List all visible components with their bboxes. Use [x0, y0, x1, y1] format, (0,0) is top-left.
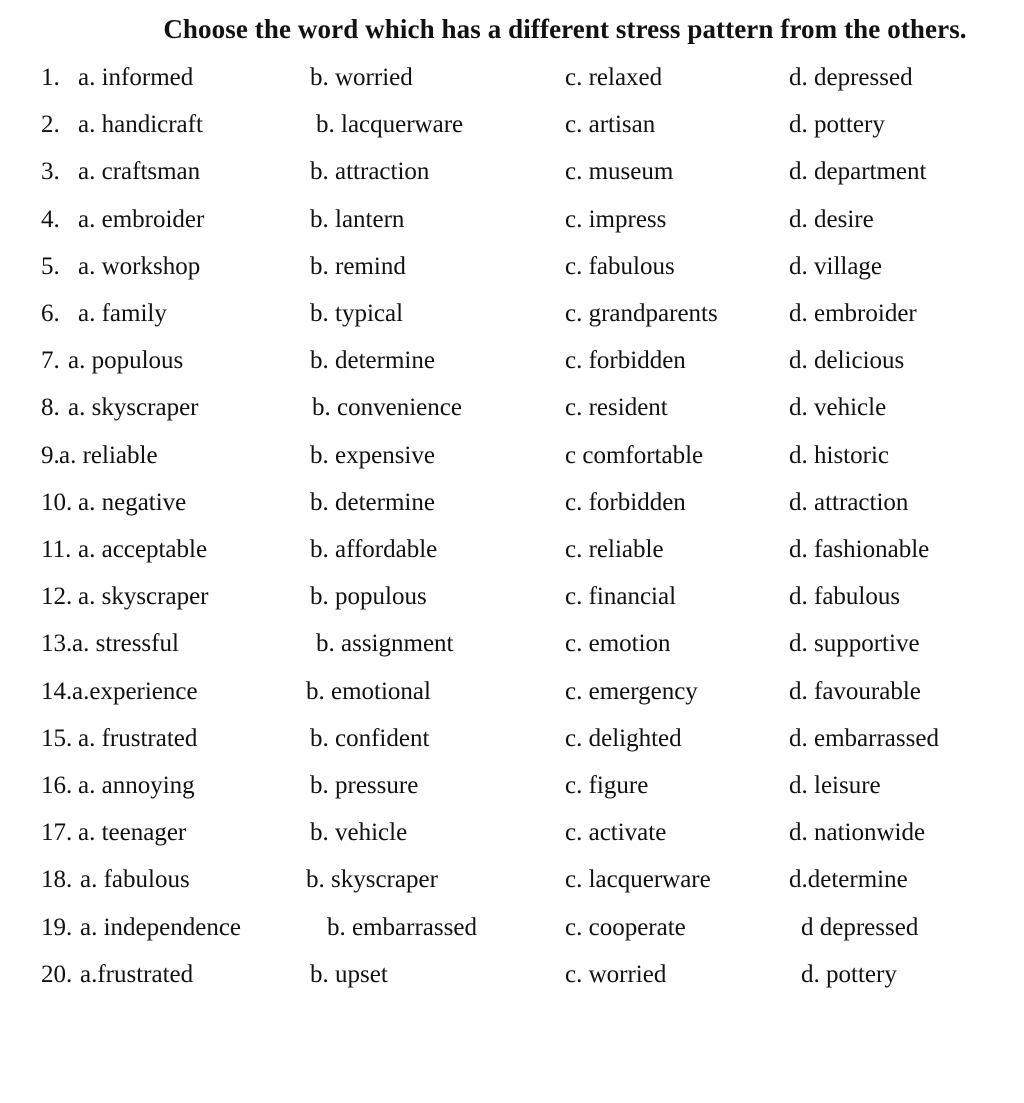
option-c: c. fabulous: [565, 252, 675, 280]
option-c: c. cooperate: [565, 913, 686, 941]
option-c: c. relaxed: [565, 64, 663, 91]
question-number: 6.: [41, 300, 60, 327]
option-c: c. emotion: [565, 630, 671, 658]
question-number: 15.: [41, 724, 73, 752]
option-b: b. confident: [310, 724, 430, 752]
question-row: [0, 819, 1024, 859]
option-a: a. handicraft: [78, 111, 203, 139]
question-row: [0, 489, 1024, 529]
question-number: 4.: [41, 205, 60, 233]
question-row: [0, 158, 1024, 198]
option-b: b. upset: [310, 960, 388, 988]
option-b: b. expensive: [310, 441, 435, 469]
question-number: 17.: [41, 819, 73, 847]
option-c: c. artisan: [565, 111, 656, 139]
option-a: a. acceptable: [78, 536, 208, 563]
option-b: b. populous: [310, 583, 427, 611]
option-c: c. grandparents: [565, 300, 718, 327]
option-d: d. pottery: [801, 960, 897, 988]
option-a: a. frustrated: [78, 724, 198, 752]
option-a: a. workshop: [78, 252, 201, 280]
option-c: c. reliable: [565, 536, 664, 563]
option-b: b. affordable: [310, 536, 438, 563]
question-number: 11.: [41, 536, 72, 563]
option-c: c. financial: [565, 583, 677, 611]
option-d: d. depressed: [789, 64, 913, 91]
option-c: c. figure: [565, 772, 649, 799]
question-row: [0, 961, 1024, 1001]
question-number: 1.: [41, 64, 60, 91]
option-a: a. independence: [80, 913, 242, 941]
option-b: b. emotional: [306, 677, 431, 705]
option-b: b. determine: [310, 347, 435, 375]
question-number: 8.: [41, 394, 60, 422]
option-d: d depressed: [801, 913, 919, 941]
option-a: a. annoying: [78, 772, 195, 799]
question-row: [0, 866, 1024, 906]
question-row: [0, 536, 1024, 576]
option-c: c. worried: [565, 960, 667, 988]
option-a: a. teenager: [78, 819, 187, 847]
question-row: [0, 64, 1024, 104]
exercise-title: Choose the word which has a different stress pattern from the others.: [163, 14, 967, 44]
option-d: d. delicious: [789, 347, 905, 375]
option-c: c. museum: [565, 158, 674, 186]
option-b: b. convenience: [312, 394, 462, 422]
option-d: d. pottery: [789, 111, 885, 139]
option-d: d. fashionable: [789, 536, 930, 563]
option-b: b. vehicle: [310, 819, 408, 847]
option-d: d. leisure: [789, 772, 881, 799]
question-number: 2.: [41, 111, 60, 139]
question-row: [0, 630, 1024, 670]
question-number: 3.: [41, 158, 60, 186]
option-a: a. informed: [78, 64, 194, 91]
option-c: c. delighted: [565, 724, 682, 752]
question-number: 16.: [41, 772, 73, 799]
question-number: 18.: [41, 866, 73, 894]
option-b: b. pressure: [310, 772, 419, 799]
option-b: b. assignment: [316, 630, 454, 658]
option-b: b. skyscraper: [306, 866, 438, 894]
question-row: [0, 678, 1024, 718]
option-a: a. stressful: [72, 630, 179, 658]
option-b: b. attraction: [310, 158, 430, 186]
question-row: [0, 583, 1024, 623]
option-d: d.determine: [789, 866, 908, 894]
option-d: d. historic: [789, 441, 889, 469]
question-row: [0, 914, 1024, 954]
option-c: c. impress: [565, 205, 667, 233]
question-row: [0, 253, 1024, 293]
question-number: 10.: [41, 488, 73, 516]
option-a: a. skyscraper: [78, 583, 209, 611]
question-row: [0, 206, 1024, 246]
option-a: a. reliable: [59, 441, 158, 469]
option-d: d. nationwide: [789, 819, 926, 847]
option-d: d. village: [789, 252, 883, 280]
question-number: 12.: [41, 583, 73, 611]
option-d: d. desire: [789, 205, 874, 233]
question-row: [0, 111, 1024, 151]
option-a: a. negative: [78, 488, 187, 516]
option-b: b. typical: [310, 300, 404, 327]
option-c: c. resident: [565, 394, 668, 422]
question-row: [0, 725, 1024, 765]
question-number: 13.: [41, 630, 73, 658]
option-c: c. forbidden: [565, 488, 686, 516]
option-c: c. activate: [565, 819, 667, 847]
option-a: a. populous: [68, 347, 184, 375]
option-d: d. supportive: [789, 630, 920, 658]
question-number: 20.: [41, 960, 73, 988]
question-row: [0, 347, 1024, 387]
option-d: d. vehicle: [789, 394, 887, 422]
option-c: c. lacquerware: [565, 866, 711, 894]
question-row: [0, 300, 1024, 340]
question-number: 5.: [41, 252, 60, 280]
option-d: d. department: [789, 158, 927, 186]
option-b: b. lacquerware: [316, 111, 464, 139]
option-a: a.frustrated: [80, 960, 194, 988]
option-a: a. fabulous: [80, 866, 190, 894]
question-number: 7.: [41, 347, 60, 375]
option-c: c comfortable: [565, 441, 704, 469]
option-a: a. family: [78, 300, 167, 327]
option-c: c. forbidden: [565, 347, 686, 375]
option-b: b. determine: [310, 488, 435, 516]
question-number: 9.: [41, 441, 60, 469]
question-number: 14.: [41, 677, 73, 705]
option-d: d. embarrassed: [789, 724, 939, 752]
option-d: d. embroider: [789, 300, 917, 327]
question-row: [0, 442, 1024, 482]
option-a: a. skyscraper: [68, 394, 199, 422]
option-a: a. craftsman: [78, 158, 201, 186]
option-c: c. emergency: [565, 677, 698, 705]
question-row: [0, 394, 1024, 434]
option-d: d. fabulous: [789, 583, 901, 611]
question-number: 19.: [41, 913, 73, 941]
option-d: d. favourable: [789, 677, 921, 705]
option-a: a. embroider: [78, 205, 205, 233]
option-b: b. worried: [310, 64, 413, 91]
option-b: b. lantern: [310, 205, 405, 233]
option-a: a.experience: [72, 677, 198, 705]
option-b: b. embarrassed: [327, 913, 477, 941]
option-b: b. remind: [310, 252, 406, 280]
option-d: d. attraction: [789, 488, 909, 516]
question-row: [0, 772, 1024, 812]
